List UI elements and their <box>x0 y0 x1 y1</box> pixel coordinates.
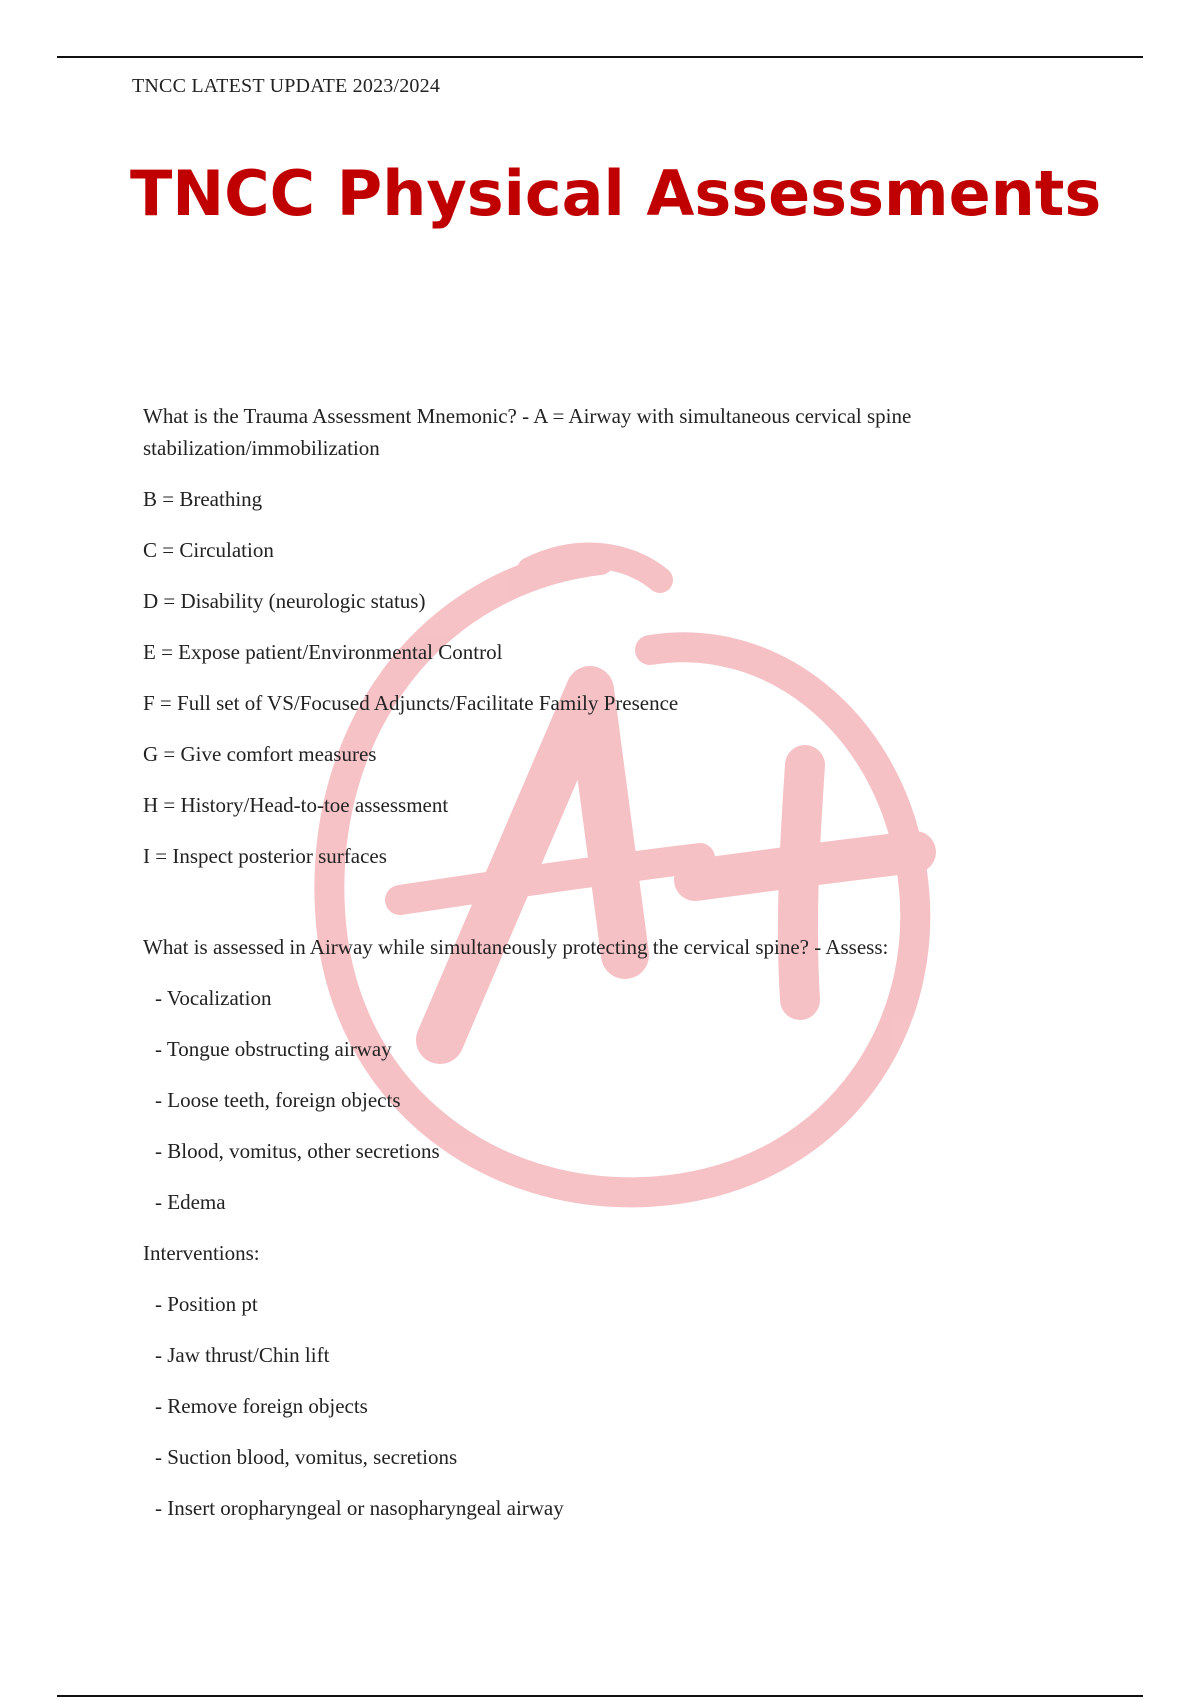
intervention-item: - Position pt <box>155 1292 258 1316</box>
mnemonic-item-e: E = Expose patient/Environmental Control <box>143 640 503 664</box>
assess-item: - Blood, vomitus, other secretions <box>155 1139 440 1163</box>
mnemonic-item-i: I = Inspect posterior surfaces <box>143 844 387 868</box>
intervention-item: - Remove foreign objects <box>155 1394 368 1418</box>
assess-item: - Loose teeth, foreign objects <box>155 1088 401 1112</box>
mnemonic-item-f: F = Full set of VS/Focused Adjuncts/Facilitate Family Presence <box>143 691 679 715</box>
mnemonic-item-d: D = Disability (neurologic status) <box>143 589 426 613</box>
section-gap <box>143 891 1063 931</box>
mnemonic-question: What is the Trauma Assessment Mnemonic? - A = Airway with simultaneous cervical spine stabilization/immobilization <box>143 404 912 460</box>
mnemonic-item-b: B = Breathing <box>143 487 263 511</box>
mnemonic-item-c: C = Circulation <box>143 538 274 562</box>
intervention-item: - Insert oropharyngeal or nasopharyngeal airway <box>155 1496 564 1520</box>
document-body <box>143 400 1063 1543</box>
bottom-rule <box>57 1695 1143 1697</box>
mnemonic-item-g: G = Give comfort measures <box>143 742 377 766</box>
running-header: TNCC LATEST UPDATE 2023/2024 <box>132 75 441 97</box>
assess-item: - Vocalization <box>155 986 272 1010</box>
assess-item: - Edema <box>155 1190 226 1214</box>
assess-item: - Tongue obstructing airway <box>155 1037 392 1061</box>
top-rule <box>57 56 1143 58</box>
intervention-item: - Jaw thrust/Chin lift <box>155 1343 330 1367</box>
airway-question: What is assessed in Airway while simultaneously protecting the cervical spine? - Assess: <box>143 935 889 959</box>
interventions-label: Interventions: <box>143 1241 260 1265</box>
intervention-item: - Suction blood, vomitus, secretions <box>155 1445 458 1469</box>
mnemonic-item-h: H = History/Head-to-toe assessment <box>143 793 449 817</box>
document-title: TNCC Physical Assessments <box>130 157 1102 230</box>
